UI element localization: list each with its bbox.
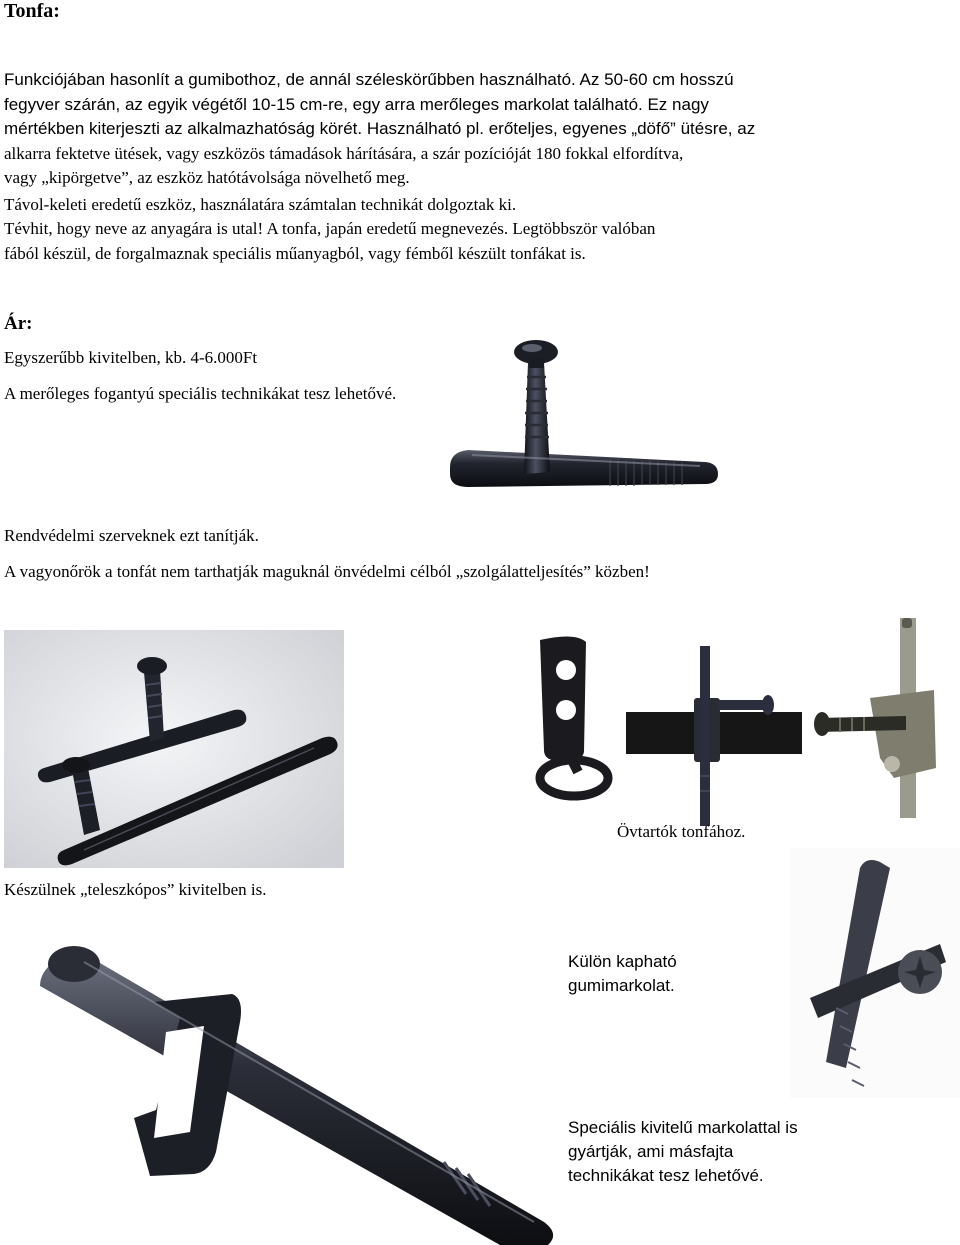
page-title: Tonfa:: [4, 0, 60, 22]
price-line: Egyszerűbb kivitelben, kb. 4-6.000Ft: [4, 348, 258, 367]
guards-note: A vagyonőrök a tonfát nem tarthatják maguknál önvédelmi célból „szolgálatteljesítés” közben!: [4, 562, 650, 581]
special-caption-line2: gyártják, ami másfajta: [568, 1142, 734, 1161]
special-caption-line3: technikákat tesz lehetővé.: [568, 1166, 764, 1185]
grip-caption-line2: gumimarkolat.: [568, 976, 675, 995]
holder-photo-2: [622, 646, 804, 826]
tonfa-photo-main: [420, 322, 740, 502]
intro-line-8: fából készül, de forgalmaznak speciális műanyagból, vagy fémből készült tonfákat is.: [4, 244, 586, 263]
intro-line-2: fegyver szárán, az egyik végétől 10-15 cm-re, egy arra merőleges markolat található. Ez nagy: [4, 94, 709, 114]
police-note: Rendvédelmi szerveknek ezt tanítják.: [4, 526, 259, 545]
price-heading: Ár:: [4, 313, 33, 334]
holder-photo-1: [530, 632, 620, 802]
intro-line-6: Távol-keleti eredetű eszköz, használatára számtalan technikát dolgoztak ki.: [4, 195, 517, 214]
special-caption-line1: Speciális kivitelű markolattal is: [568, 1118, 798, 1137]
intro-line-1: Funkciójában hasonlít a gumibothoz, de annál széleskörűbben használható. Az 50-60 cm hosszú: [4, 70, 734, 89]
holders-caption: Övtartók tonfához.: [617, 822, 746, 841]
intro-line-5: vagy „kipörgetve”, az eszköz hatótávolsága növelhető meg.: [4, 168, 410, 187]
holder-photo-3: [810, 618, 952, 818]
intro-line-3: mértékben kiterjeszti az alkalmazhatóság körét. Használható pl. erőteljes, egyenes „döfő” ütésre, az: [4, 119, 756, 138]
intro-line-4: alkarra fektetve ütések, vagy eszközös támadások hárítására, a szár pozícióját 180 fokkal elfordítva,: [4, 143, 684, 163]
grip-caption-line1: Külön kapható: [568, 952, 677, 971]
special-grip-photo: [4, 922, 566, 1245]
two-tonfas-photo: [4, 630, 344, 868]
rubber-grip-photo: [790, 848, 960, 1098]
intro-line-7: Tévhit, hogy neve az anyagára is utal! A tonfa, japán eredetű megnevezés. Legtöbbször valóban: [4, 219, 656, 238]
handle-note: A merőleges fogantyú speciális technikákat tesz lehetővé.: [4, 384, 397, 403]
telescopic-caption: Készülnek „teleszkópos” kivitelben is.: [4, 880, 267, 899]
